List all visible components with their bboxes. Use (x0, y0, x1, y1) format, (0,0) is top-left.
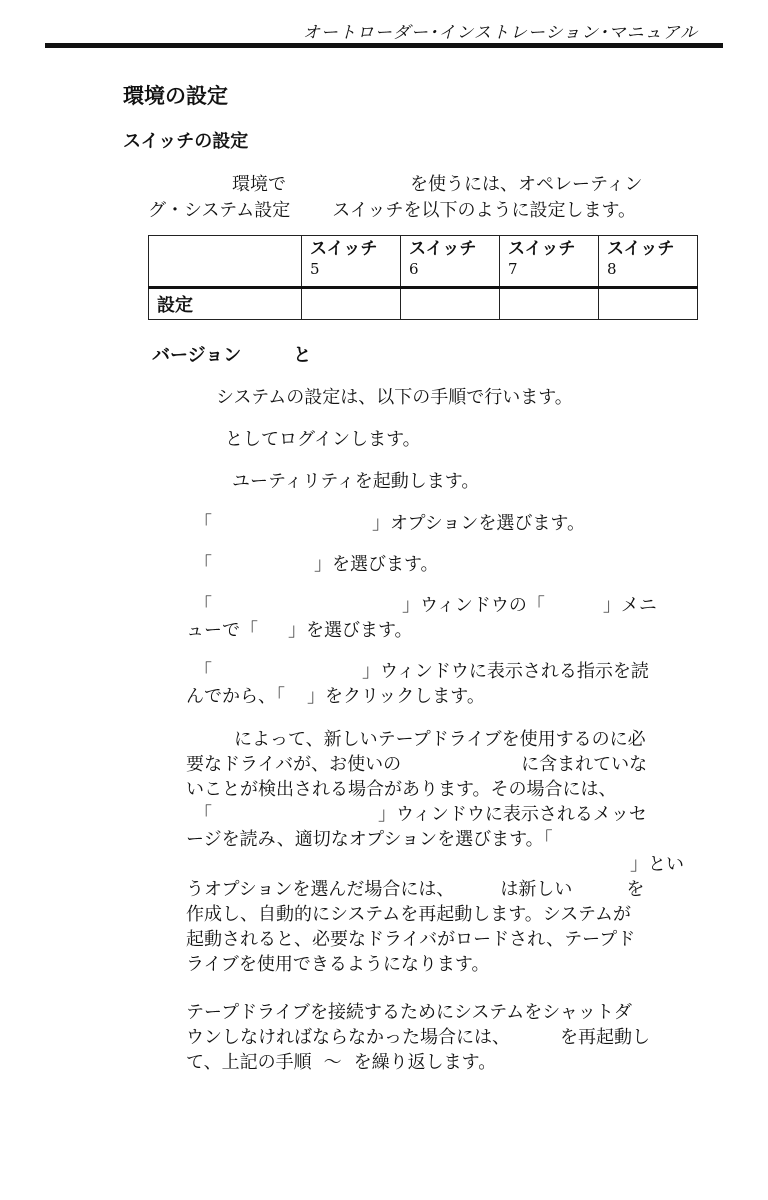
note-1-line: いことが検出される場合があります。その場合には、 (186, 779, 617, 800)
version-heading-text: バージョン (152, 345, 242, 366)
step-text: 」を選びます。 (314, 554, 439, 575)
note-2 (186, 1000, 696, 1075)
table-cell (401, 288, 500, 320)
note-1-line: ライブを使用できるようになります。 (186, 954, 490, 975)
note-1-line: 起動されると、必要なドライバがロードされ、テープド (186, 929, 636, 950)
step-text: 」ウィンドウに表示される指示を読 (362, 661, 649, 682)
switch-number: 7 (508, 260, 518, 278)
step-3 (194, 509, 585, 535)
table-corner-cell (149, 236, 302, 288)
step-6 (186, 659, 696, 709)
intro-line-1 (232, 170, 643, 196)
note-text: ～ (323, 1052, 342, 1073)
table-header-row (149, 236, 698, 288)
switch-heading: スイッチの設定 (123, 131, 249, 152)
note-text: ウンしなければならなかった場合には、 (186, 1027, 510, 1048)
note-1 (186, 727, 696, 977)
table-header-cell (302, 236, 401, 288)
switch-label: スイッチ (310, 239, 378, 259)
note-text: を繰り返します。 (353, 1052, 497, 1073)
step-text: 「 (194, 661, 212, 682)
table-cell (599, 288, 698, 320)
note-text: 」とい (630, 854, 684, 875)
table-cell (500, 288, 599, 320)
switch-number: 6 (409, 260, 419, 278)
step-text: 「 (194, 554, 212, 575)
note-1-line (186, 727, 696, 752)
table-header-cell (500, 236, 599, 288)
intro-line-2 (148, 196, 636, 222)
version-heading (152, 341, 311, 367)
version-intro: システムの設定は、以下の手順で行います。 (216, 387, 573, 408)
switch-number: 5 (310, 260, 320, 278)
step-5-line-1 (186, 593, 696, 618)
step-text: 」をクリックします。 (307, 686, 485, 707)
step-4 (194, 550, 439, 576)
step-text: 」メニ (602, 595, 657, 616)
note-2-line (186, 1025, 696, 1050)
note-text: は新しい (500, 879, 573, 900)
note-text: を再起動し (560, 1027, 650, 1048)
step-5-line-2 (186, 618, 696, 643)
note-text: に含まれていな (521, 754, 648, 775)
switch-label: スイッチ (607, 239, 675, 259)
note-2-line: テープドライブを接続するためにシステムをシャットダ (186, 1002, 632, 1023)
switch-settings-table (148, 235, 698, 320)
note-text: て、上記の手順 (186, 1052, 312, 1073)
note-1-line (186, 802, 696, 827)
note-2-line (186, 1050, 696, 1075)
note-text: うオプションを選んだ場合には、 (186, 879, 455, 900)
note-1-line (186, 752, 696, 777)
step-text: んでから、「 (186, 686, 285, 707)
header-rule (45, 43, 723, 48)
setting-label: 設定 (157, 295, 193, 316)
step-6-line-1 (186, 659, 696, 684)
note-text: 」ウィンドウに表示されるメッセ (378, 804, 647, 825)
intro-text: 環境で (232, 174, 286, 195)
note-1-line: 作成し、自動的にシステムを再起動します。システムが (186, 904, 631, 925)
version-heading-text: と (293, 345, 312, 366)
note-1-line (186, 852, 696, 877)
step-text: 」ウィンドウの「 (402, 595, 545, 616)
note-1-line: ージを読み、適切なオプションを選びます。「 (186, 829, 553, 850)
section-title: 環境の設定 (123, 83, 228, 108)
note-text: によって、新しいテープドライブを使用するのに必 (234, 729, 646, 750)
step-2: ユーティリティを起動します。 (232, 471, 480, 492)
note-text: 要なドライバが、お使いの (186, 754, 402, 775)
intro-text: を使うには、オペレーティン (410, 174, 643, 195)
running-title: オートローダー･インストレーション･マニュアル (302, 23, 698, 43)
table-cell (302, 288, 401, 320)
step-text: 「 (194, 513, 212, 534)
note-text: 「 (194, 804, 212, 825)
table-header-cell (401, 236, 500, 288)
table-header-cell (599, 236, 698, 288)
step-text: 」を選びます。 (288, 620, 413, 641)
note-1-line (186, 877, 696, 902)
switch-label: スイッチ (508, 239, 576, 259)
switch-number: 8 (607, 260, 617, 278)
intro-text: スイッチを以下のように設定します。 (332, 200, 637, 221)
step-text: ューで「 (186, 620, 258, 641)
step-6-line-2 (186, 684, 696, 709)
step-text: 」オプションを選びます。 (372, 513, 585, 534)
table-row (149, 288, 698, 320)
note-text: を (626, 879, 645, 900)
intro-text: グ・システム設定 (148, 200, 291, 221)
step-text: 「 (194, 595, 212, 616)
table-row-label (149, 288, 302, 320)
step-1: としてログインします。 (225, 429, 421, 450)
switch-label: スイッチ (409, 239, 477, 259)
step-5 (186, 593, 696, 643)
